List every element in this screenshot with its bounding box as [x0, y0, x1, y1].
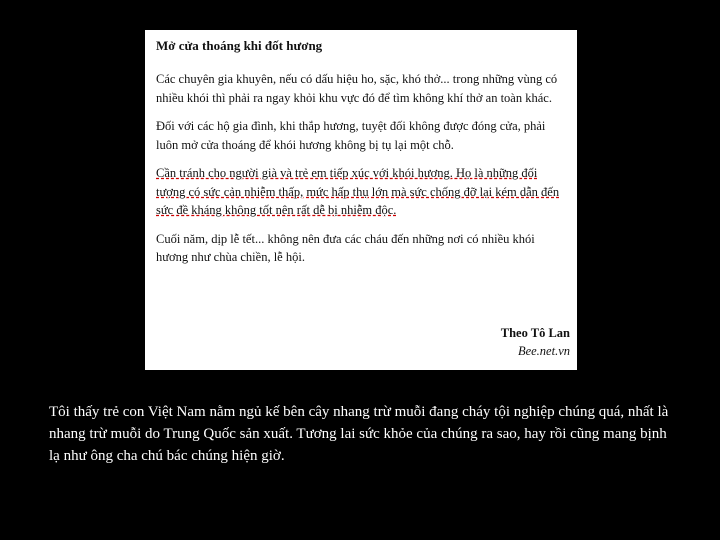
article-source: [501, 324, 570, 360]
article-paragraph: Cuối năm, dịp lễ tết... không nên đưa các cháu đến những nơi có nhiều khói hương như chùa chiền, lễ hội.: [156, 231, 535, 264]
article-title: Mở cửa thoáng khi đốt hương: [156, 38, 323, 53]
source-author: Theo Tô Lan: [500, 326, 570, 340]
article-panel: [145, 30, 577, 370]
article-paragraph: Các chuyên gia khuyên, nếu có dấu hiệu ho, sặc, khó thở... trong những vùng có nhiều khói thì phải ra ngay khỏi khu vực đó để tìm không khí thở an toàn khác.: [156, 72, 558, 105]
slide-caption: Tôi thấy trẻ con Việt Nam nằm ngủ kế bên cây nhang trừ muỗi đang cháy tội nghiệp chúng quá, nhất là nhang trừ muỗi do Trung Quốc sản xuất. Tương lai sức khỏe của chúng ra sao, hay rồi cũng mang bịnh lạ như ông cha chú bác chúng hiện giờ.: [49, 404, 669, 464]
article-paragraph: Cần tránh cho người già và trẻ em tiếp xúc với khói hương. Họ là những đối tượng có sức cản nhiễm thấp, mức hấp thụ lớn mà sức chống đỡ lại kém dẫn đến sức đề kháng không tốt nên rất dễ bị nhiễm độc.: [156, 166, 560, 217]
source-site: Bee.net.vn: [517, 344, 570, 358]
article-paragraph: Đối với các hộ gia đình, khi thắp hương, tuyệt đối không được đóng cửa, phải luôn mở cửa thoáng để khói hương không bị tụ lại một chỗ.: [156, 119, 546, 152]
